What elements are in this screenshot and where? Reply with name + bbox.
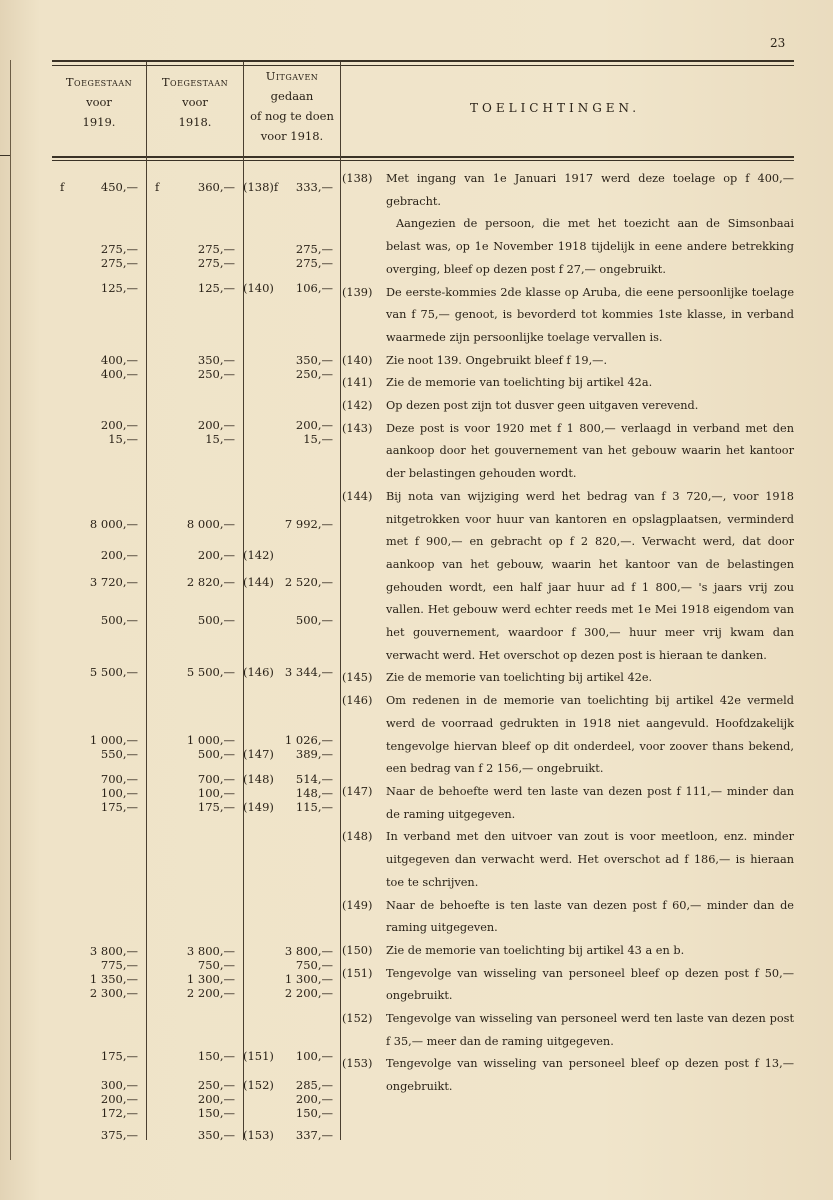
- note-146: [342, 690, 794, 781]
- amount-1918: 250,—: [197, 367, 235, 381]
- amount-1919: 1 000,—: [89, 733, 138, 747]
- amount-1918: 1 000,—: [186, 733, 235, 747]
- amount-1918: 200,—: [197, 548, 235, 562]
- note-138: [342, 168, 794, 213]
- amount-1918: 500,—: [197, 747, 235, 761]
- expenditure-1918: 250,—: [295, 367, 333, 381]
- notes-list: [342, 168, 794, 1099]
- note-reference: (138)f: [243, 180, 279, 194]
- note-number: (147): [342, 784, 373, 798]
- header-col-1-line2: voor: [86, 95, 112, 109]
- expenditure-1918: 115,—: [295, 800, 333, 814]
- amount-1919: 500,—: [100, 613, 138, 627]
- amount-1918: 350,—: [197, 1128, 235, 1142]
- amount-1918: 275,—: [197, 242, 235, 256]
- expenditure-1918: 275,—: [295, 256, 333, 270]
- note-text: Naar de behoefte werd ten laste van dezen post f 111,— minder dan de raming uitgegeven.: [386, 784, 794, 821]
- expenditure-1918: 1 026,—: [284, 733, 333, 747]
- note-152: [342, 1008, 794, 1053]
- amount-1919: 125,—: [100, 281, 138, 295]
- note-text: Naar de behoefte is ten laste van dezen post f 60,— minder dan de raming uitgegeven.: [386, 898, 794, 935]
- top-rule: [52, 60, 794, 62]
- header-col-1: [52, 72, 146, 132]
- amount-1918: 360,—: [197, 180, 235, 194]
- note-text: In verband met den uitvoer van zout is voor meetloon, enz. minder uitgegeven dan verwacht werd. Het overschot ad f 186,— is hieraan toe te schrijven.: [386, 830, 794, 889]
- note-138-cont: [342, 213, 794, 281]
- note-number: (140): [342, 353, 373, 367]
- note-text: Tengevolge van wisseling van personeel bleef op dezen post f 13,— ongebruikt.: [386, 1057, 794, 1094]
- note-text: Met ingang van 1e Januari 1917 werd deze toelage op f 400,— gebracht.: [386, 172, 794, 208]
- note-153: [342, 1053, 794, 1098]
- note-number: (145): [342, 671, 373, 685]
- header-col-1-line1: Toegestaan: [65, 75, 133, 89]
- expenditure-1918: 337,—: [295, 1128, 333, 1142]
- header-col-2-line2: voor: [182, 95, 208, 109]
- amount-1918: 175,—: [197, 800, 235, 814]
- note-reference: (148): [243, 772, 274, 786]
- amount-1919: 175,—: [100, 800, 138, 814]
- note-number: (143): [342, 421, 373, 435]
- amount-1918: 15,—: [205, 432, 235, 446]
- amount-1919: 400,—: [100, 367, 138, 381]
- amount-1918: 700,—: [197, 772, 235, 786]
- note-number: (146): [342, 694, 373, 708]
- note-reference: (147): [243, 747, 274, 761]
- margin-tick: [0, 155, 10, 156]
- note-text: Tengevolge van wisseling van personeel bleef op dezen post f 50,— ongebruikt.: [386, 966, 794, 1003]
- expenditure-1918: 333,—: [295, 180, 333, 194]
- note-number: [342, 213, 386, 281]
- amount-1918: 150,—: [197, 1106, 235, 1120]
- amount-1919: 450,—: [100, 180, 138, 194]
- note-text: Zie de memorie van toelichting bij artikel 43 a en b.: [386, 943, 685, 957]
- amount-1919: 100,—: [100, 786, 138, 800]
- col-rule-3: [340, 62, 341, 1140]
- note-139: [342, 282, 794, 350]
- note-reference: (151): [243, 1049, 274, 1063]
- amount-1918: 200,—: [197, 418, 235, 432]
- amount-1918: 500,—: [197, 613, 235, 627]
- note-reference: (149): [243, 800, 274, 814]
- header-rule: [52, 156, 794, 158]
- header-col-1-line3: 1919.: [82, 115, 116, 129]
- note-150: [342, 940, 794, 963]
- amount-1919: 2 300,—: [89, 986, 138, 1000]
- expenditure-1918: 514,—: [295, 772, 333, 786]
- header-col-3-line2: gedaan: [270, 89, 314, 103]
- col-rule-1: [146, 62, 147, 1140]
- header-col-3: [244, 66, 340, 146]
- note-number: (151): [342, 966, 373, 980]
- note-number: (150): [342, 943, 373, 957]
- note-149: [342, 895, 794, 940]
- amount-1919: 300,—: [100, 1078, 138, 1092]
- amount-1918: 100,—: [197, 786, 235, 800]
- col-rule-2: [243, 62, 244, 1140]
- amount-1918: 1 300,—: [186, 972, 235, 986]
- note-number: (152): [342, 1012, 373, 1026]
- note-text: Aangezien de persoon, die met het toezicht aan de Simsonbaai belast was, op 1e November 1918 tijdelijk in eene andere betrekking overging, bleef op dezen post f 27,— ongebruikt.: [386, 217, 794, 276]
- note-number: (139): [342, 285, 373, 299]
- header-col-3-line1: Uitgaven: [265, 69, 319, 83]
- amount-1919: 3 720,—: [89, 575, 138, 589]
- amount-1918: 350,—: [197, 353, 235, 367]
- note-text: Op dezen post zijn tot dusver geen uitgaven verevend.: [386, 399, 699, 413]
- note-reference: (152): [243, 1078, 274, 1092]
- note-number: (142): [342, 399, 373, 413]
- expenditure-1918: 200,—: [295, 418, 333, 432]
- header-col-2-line3: 1918.: [178, 115, 212, 129]
- note-number: (138): [342, 172, 373, 185]
- note-reference: (140): [243, 281, 274, 295]
- note-142: [342, 395, 794, 418]
- amount-1919: 5 500,—: [89, 665, 138, 679]
- expenditure-1918: 200,—: [295, 1092, 333, 1106]
- amount-1918: 750,—: [197, 958, 235, 972]
- expenditure-1918: 3 800,—: [284, 944, 333, 958]
- note-143: [342, 418, 794, 486]
- amount-1919: 700,—: [100, 772, 138, 786]
- amount-1919: 200,—: [100, 1092, 138, 1106]
- header-col-2: [147, 72, 243, 132]
- expenditure-1918: 500,—: [295, 613, 333, 627]
- note-141: [342, 372, 794, 395]
- header-toelichtingen: TOELICHTINGEN.: [470, 101, 641, 115]
- expenditure-1918: 15,—: [303, 432, 333, 446]
- amount-1918: 2 820,—: [186, 575, 235, 589]
- expenditure-1918: 275,—: [295, 242, 333, 256]
- page-number: 23: [770, 36, 786, 50]
- amount-1919: 200,—: [100, 548, 138, 562]
- expenditure-1918: 100,—: [295, 1049, 333, 1063]
- note-text: Om redenen in de memorie van toelichting bij artikel 42e vermeld werd de voorraad gedrukten in 1918 niet aangevuld. Hoofdzakelijk tengevolge hiervan bleef op dit onderdeel, voor zoover thans bekend, een bedrag van f 2 156,— ongebruikt.: [386, 694, 794, 776]
- note-text: Tengevolge van wisseling van personeel werd ten laste van dezen post f 35,— meer dan de raming uitgegeven.: [386, 1012, 794, 1048]
- amount-1919: 375,—: [100, 1128, 138, 1142]
- note-number: (144): [342, 489, 373, 503]
- expenditure-1918: 1 300,—: [284, 972, 333, 986]
- expenditure-1918: 3 344,—: [284, 665, 333, 679]
- note-148: [342, 826, 794, 894]
- expenditure-1918: 106,—: [295, 281, 333, 295]
- amount-1919: 275,—: [100, 256, 138, 270]
- amount-1918: 250,—: [197, 1078, 235, 1092]
- expenditure-1918: 350,—: [295, 353, 333, 367]
- note-reference: (142): [243, 548, 274, 562]
- note-text: Zie de memorie van toelichting bij artikel 42e.: [386, 671, 653, 685]
- amount-1919: 15,—: [108, 432, 138, 446]
- amount-1918: 3 800,—: [186, 944, 235, 958]
- note-151: [342, 963, 794, 1008]
- amount-1919: 200,—: [100, 418, 138, 432]
- note-text: Bij nota van wijziging werd het bedrag van f 3 720,—, voor 1918 nitgetrokken voor huur van kantoren en opslagplaatsen, verminderd met f 900,— en gebracht op f 2 820,—. Verwacht werd, dat door aankoop van het gebouw, waarin het kantoor van de belastingen gehouden wordt, een half jaar huur ad f 1 800,— 's jaars vrij zou vallen. Het gebouw werd echter reeds met 1e Mei 1918 eigendom van het gouvernement, waardoor f 300,— huur meer vrij kwam dan verwacht werd. Het overschot op dezen post is hieraan te danken.: [386, 489, 794, 662]
- expenditure-1918: 150,—: [295, 1106, 333, 1120]
- note-144: [342, 486, 794, 668]
- currency-sign-col2: f: [155, 180, 160, 194]
- expenditure-1918: 750,—: [295, 958, 333, 972]
- amount-1919: 3 800,—: [89, 944, 138, 958]
- amount-1919: 175,—: [100, 1049, 138, 1063]
- expenditure-1918: 389,—: [295, 747, 333, 761]
- note-text: De eerste-kommies 2de klasse op Aruba, die eene persoonlijke toelage van f 75,— genoot, is bevorderd tot kommies 1ste klasse, in verband waarmede zijn persoonlijke toelage vervallen is.: [386, 285, 794, 344]
- header-col-3-line4: voor 1918.: [260, 129, 324, 143]
- expenditure-1918: 2 520,—: [284, 575, 333, 589]
- amount-1919: 172,—: [100, 1106, 138, 1120]
- expenditure-1918: 2 200,—: [284, 986, 333, 1000]
- amount-1919: 275,—: [100, 242, 138, 256]
- header-col-3-line3: of nog te doen: [250, 109, 334, 123]
- expenditure-1918: 148,—: [295, 786, 333, 800]
- amount-1918: 2 200,—: [186, 986, 235, 1000]
- note-number: (141): [342, 376, 373, 390]
- note-number: (153): [342, 1057, 373, 1071]
- note-145: [342, 667, 794, 690]
- note-reference: (153): [243, 1128, 274, 1142]
- note-reference: (146): [243, 665, 274, 679]
- amount-1919: 550,—: [100, 747, 138, 761]
- amount-1918: 5 500,—: [186, 665, 235, 679]
- amount-1918: 275,—: [197, 256, 235, 270]
- note-147: [342, 781, 794, 826]
- amount-1919: 8 000,—: [89, 517, 138, 531]
- amount-1919: 775,—: [100, 958, 138, 972]
- note-140: [342, 350, 794, 373]
- currency-sign-col1: f: [60, 180, 65, 194]
- note-text: Zie noot 139. Ongebruikt bleef f 19,—.: [386, 353, 608, 367]
- note-number: (149): [342, 898, 373, 912]
- amount-1918: 150,—: [197, 1049, 235, 1063]
- note-text: Deze post is voor 1920 met f 1 800,— verlaagd in verband met den aankoop door het gouvernement van het gebouw waarin het kantoor der belastingen gehouden wordt.: [386, 421, 794, 481]
- header-rule-thin: [52, 160, 794, 161]
- amount-1918: 8 000,—: [186, 517, 235, 531]
- amount-1918: 200,—: [197, 1092, 235, 1106]
- margin-line: [10, 60, 11, 1160]
- note-text: Zie de memorie van toelichting bij artikel 42a.: [386, 376, 653, 390]
- expenditure-1918: 7 992,—: [284, 517, 333, 531]
- top-rule-thin: [52, 65, 794, 66]
- amount-1918: 125,—: [197, 281, 235, 295]
- note-reference: (144): [243, 575, 274, 589]
- expenditure-1918: 285,—: [295, 1078, 333, 1092]
- amount-1919: 400,—: [100, 353, 138, 367]
- amount-1919: 1 350,—: [89, 972, 138, 986]
- header-col-2-line1: Toegestaan: [161, 75, 229, 89]
- note-number: (148): [342, 830, 373, 844]
